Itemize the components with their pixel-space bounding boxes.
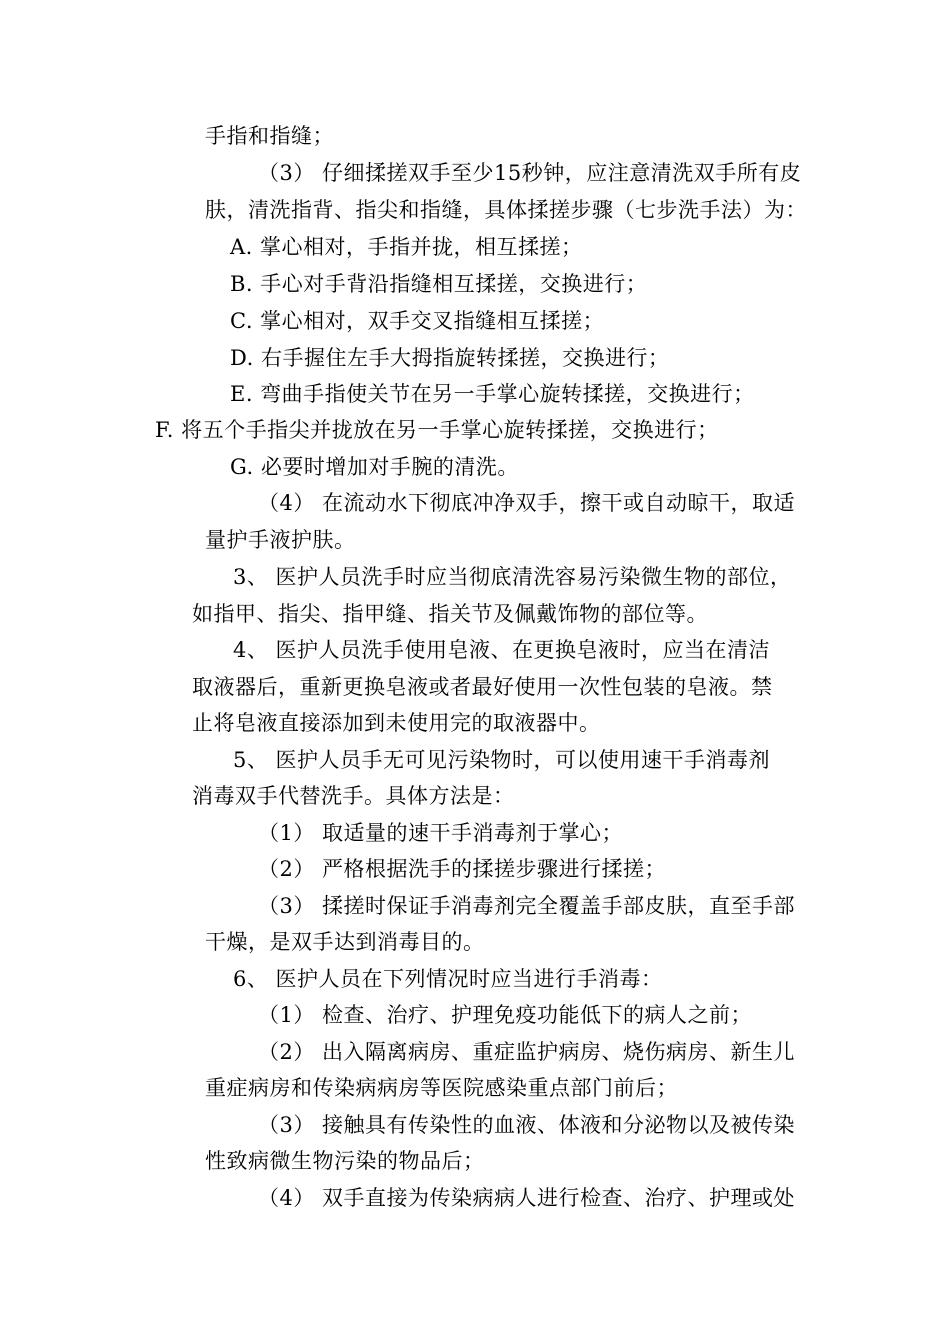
list-item: B. 手心对手背沿指缝相互揉搓，交换进行； (230, 272, 648, 296)
list-item: G. 必要时增加对手腕的清洗。 (230, 455, 519, 479)
text-line: （4） 在流动水下彻底冲净双手，擦干或自动晾干，取适 (258, 491, 796, 515)
text-line: （3） 揉搓时保证手消毒剂完全覆盖手部皮肤，直至手部 (258, 894, 796, 918)
text-line: 消毒双手代替洗手。具体方法是： (192, 784, 515, 808)
text-line: 如指甲、指尖、指甲缝、指关节及佩戴饰物的部位等。 (192, 602, 708, 626)
text-line: 重症病房和传染病病房等医院感染重点部门前后； (205, 1076, 678, 1100)
text-line: （2） 出入隔离病房、重症监护病房、烧伤病房、新生儿 (258, 1040, 796, 1064)
text-line: 性致病微生物污染的物品后； (205, 1149, 485, 1173)
list-item: E. 弯曲手指使关节在另一手掌心旋转揉搓，交换进行； (230, 382, 755, 406)
text-line: 6、 医护人员在下列情况时应当进行手消毒： (233, 967, 663, 991)
text-line: 干燥，是双手达到消毒目的。 (205, 930, 485, 954)
text-line: 肤，清洗指背、指尖和指缝，具体揉搓步骤（七步洗手法）为： (205, 198, 807, 222)
text-line: 止将皂液直接添加到未使用完的取液器中。 (192, 711, 601, 735)
list-item: F. 将五个手指尖并拢放在另一手掌心旋转揉搓，交换进行； (155, 418, 719, 442)
list-item: C. 掌心相对，双手交叉指缝相互揉搓； (230, 309, 605, 333)
text-line: 量护手液护肤。 (205, 528, 356, 552)
text-line: （4） 双手直接为传染病病人进行检查、治疗、护理或处 (258, 1186, 796, 1210)
text-line: 取液器后，重新更换皂液或者最好使用一次性包装的皂液。禁 (192, 675, 773, 699)
text-line: （2） 严格根据洗手的揉搓步骤进行揉搓； (258, 857, 667, 881)
text-line: （3） 仔细揉搓双手至少15秒钟，应注意清洗双手所有皮 (258, 161, 802, 185)
text-line: （1） 检查、治疗、护理免疫功能低下的病人之前； (258, 1003, 753, 1027)
list-item: A. 掌心相对，手指并拢，相互揉搓； (230, 235, 583, 259)
text-line: （1） 取适量的速干手消毒剂于掌心； (258, 821, 624, 845)
text-line: 手指和指缝； (205, 124, 334, 148)
text-line: 4、 医护人员洗手使用皂液、在更换皂液时，应当在清洁 (233, 638, 771, 662)
text-line: （3） 接触具有传染性的血液、体液和分泌物以及被传染 (258, 1113, 796, 1137)
text-line: 5、 医护人员手无可见污染物时，可以使用速干手消毒剂 (233, 748, 771, 772)
list-item: D. 右手握住左手大拇指旋转揉搓，交换进行； (230, 346, 670, 370)
text-line: 3、 医护人员洗手时应当彻底清洗容易污染微生物的部位， (233, 565, 792, 589)
